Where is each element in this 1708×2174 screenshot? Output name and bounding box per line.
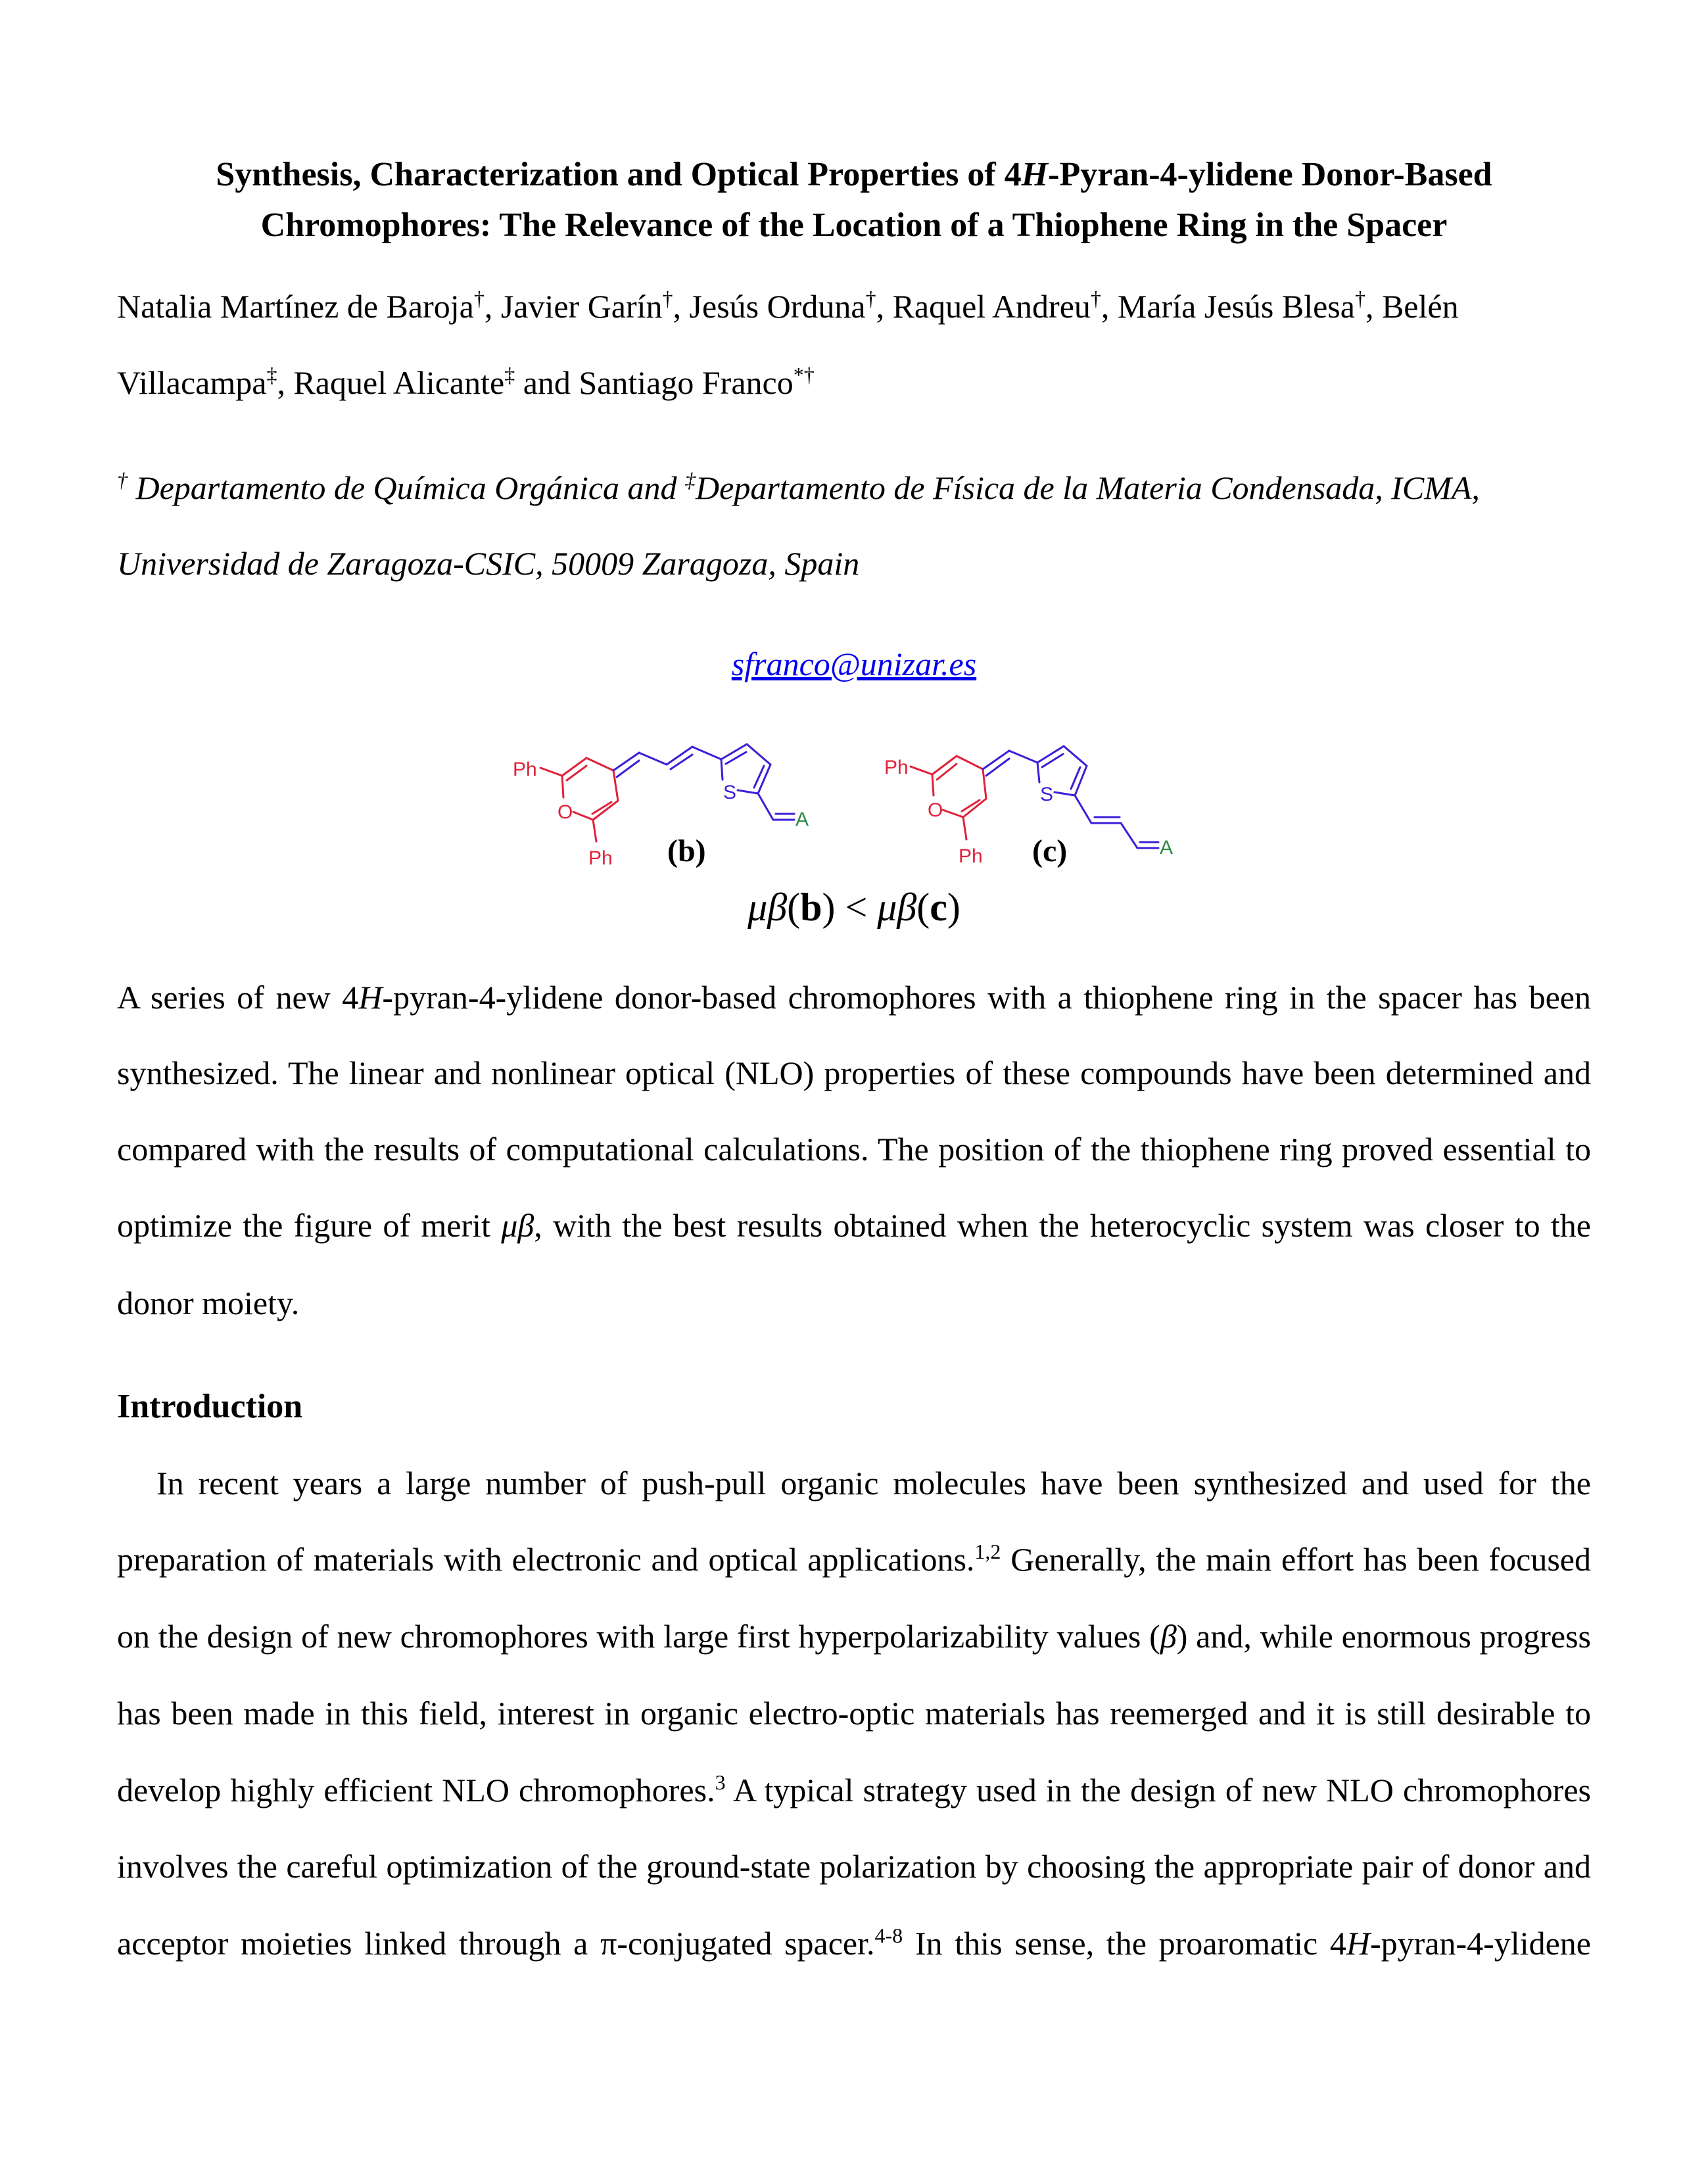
citation: 1,2	[974, 1540, 1001, 1563]
abstract-line: donor moiety.	[117, 1285, 300, 1321]
affiliation-mark: †	[117, 468, 128, 492]
abstract-line	[117, 1206, 1591, 1245]
phenyl-label-top-b: Ph	[513, 759, 537, 780]
affiliation-line-2: Universidad de Zaragoza-CSIC, 50009 Zaragoza, Spain	[117, 545, 860, 582]
intro-line	[117, 1617, 1591, 1656]
citation: 3	[715, 1770, 726, 1794]
affiliation-mark: †	[865, 287, 876, 310]
section-heading-introduction: Introduction	[117, 1388, 303, 1425]
intro-line: involves the careful optimization of the ground-state polarization by choosing the appropriate pair of donor and	[117, 1848, 1591, 1885]
phenyl-label-bottom-c: Ph	[959, 845, 983, 867]
citation: 4-8	[874, 1924, 903, 1947]
author-name: and Santiago Franco	[515, 364, 794, 401]
text: -pyran-4-ylidene donor-based chromophores with a thiophene ring in the spacer has been	[382, 979, 1591, 1016]
intro-line	[117, 1540, 1591, 1579]
italic-h: H	[1346, 1925, 1371, 1962]
mu-beta-symbol: μβ	[877, 886, 917, 929]
text: , with the best results obtained when the heterocyclic system was closer to the	[534, 1207, 1591, 1244]
text: on the design of new chromophores with large first hyperpolarizability values (	[117, 1618, 1160, 1655]
text: Generally, the main effort has been focused	[1001, 1541, 1591, 1578]
affiliation-mark: †	[1090, 287, 1101, 310]
author-name: , Raquel Andreu	[876, 288, 1091, 325]
title-italic-h: H	[1021, 156, 1049, 193]
mu-beta-symbol: μβ	[747, 886, 788, 929]
title-text: Synthesis, Characterization and Optical Properties of 4	[216, 156, 1022, 193]
abstract-line: synthesized. The linear and nonlinear optical (NLO) properties of these compounds have been determined and	[117, 1054, 1591, 1091]
pyranylidene-donor-b	[540, 758, 618, 841]
beta-symbol: β	[1160, 1618, 1177, 1655]
text: A typical strategy used in the design of new NLO chromophores	[725, 1772, 1591, 1808]
phenyl-label-top-c: Ph	[884, 757, 909, 778]
sulfur-label-b: S	[723, 782, 737, 803]
text: preparation of materials with electronic and optical applications.	[117, 1541, 975, 1578]
abstract-line	[117, 978, 1591, 1017]
compound-ref-c: c	[930, 886, 947, 929]
author-name: , Belén	[1365, 288, 1459, 325]
compound-c-structure	[911, 746, 1158, 848]
compound-ref-b: b	[800, 886, 822, 929]
affiliation-mark: ‡	[685, 468, 696, 492]
mu-beta-symbol: μβ	[501, 1207, 534, 1244]
affiliation-mark: †	[473, 287, 485, 310]
affiliation-mark: †	[1354, 287, 1365, 310]
acceptor-label-c: A	[1160, 837, 1174, 859]
text: acceptor moieties linked through a π-conjugated spacer.	[117, 1925, 875, 1962]
italic-h: H	[358, 979, 383, 1016]
intro-line	[117, 1770, 1591, 1810]
oxygen-label-b: O	[557, 801, 573, 823]
affiliation-text: Departamento de Química Orgánica and	[128, 469, 686, 506]
author-name: , María Jesús Blesa	[1101, 288, 1355, 325]
author-name: , Javier Garín	[484, 288, 663, 325]
toc-graphic	[0, 0, 1708, 881]
author-name: , Raquel Alicante	[277, 364, 505, 401]
compound-label-c: (c)	[1032, 834, 1068, 868]
abstract-line: compared with the results of computational calculations. The position of the thiophene ring proved essential to	[117, 1131, 1591, 1168]
spacer-b	[613, 744, 794, 820]
spacer-c	[983, 746, 1158, 848]
paper-title-line-2: Chromophores: The Relevance of the Location of a Thiophene Ring in the Spacer	[260, 206, 1448, 244]
author-name: Villacampa	[117, 364, 267, 401]
intro-line	[117, 1924, 1591, 1963]
text: optimize the figure of merit	[117, 1207, 502, 1244]
affiliation-mark: ‡	[504, 363, 515, 387]
affiliation-text: Departamento de Física de la Materia Condensada, ICMA,	[696, 469, 1480, 506]
compound-label-b: (b)	[667, 834, 706, 868]
sulfur-label-c: S	[1040, 784, 1054, 805]
compound-b-structure	[540, 744, 794, 841]
text: In this sense, the proaromatic 4	[903, 1925, 1346, 1962]
email-link[interactable]: sfranco@unizar.es	[731, 646, 977, 682]
intro-line: has been made in this field, interest in organic electro-optic materials has reemerged and it is still desirable to	[117, 1695, 1591, 1732]
intro-line: In recent years a large number of push-pull organic molecules have been synthesized and used for the	[156, 1465, 1591, 1501]
text: develop highly efficient NLO chromophores.	[117, 1772, 715, 1808]
text: A series of new 4	[117, 979, 359, 1016]
text: -pyran-4-ylidene	[1370, 1925, 1591, 1962]
pyranylidene-donor-c	[911, 756, 986, 839]
author-name: , Jesús Orduna	[673, 288, 866, 325]
title-text: -Pyran-4-ylidene Donor-Based	[1048, 156, 1492, 193]
oxygen-label-c: O	[928, 799, 943, 821]
acceptor-label-b: A	[795, 809, 809, 830]
affiliation-mark: †	[662, 287, 673, 310]
phenyl-label-bottom-b: Ph	[588, 847, 613, 869]
less-than: <	[835, 886, 878, 929]
mu-beta-relation: μβ(b) < μβ(c)	[747, 886, 961, 929]
text: ) and, while enormous progress	[1176, 1618, 1591, 1655]
affiliation-mark: ‡	[266, 363, 277, 387]
corresponding-mark: *†	[793, 363, 815, 387]
author-name: Natalia Martínez de Baroja	[117, 288, 474, 325]
